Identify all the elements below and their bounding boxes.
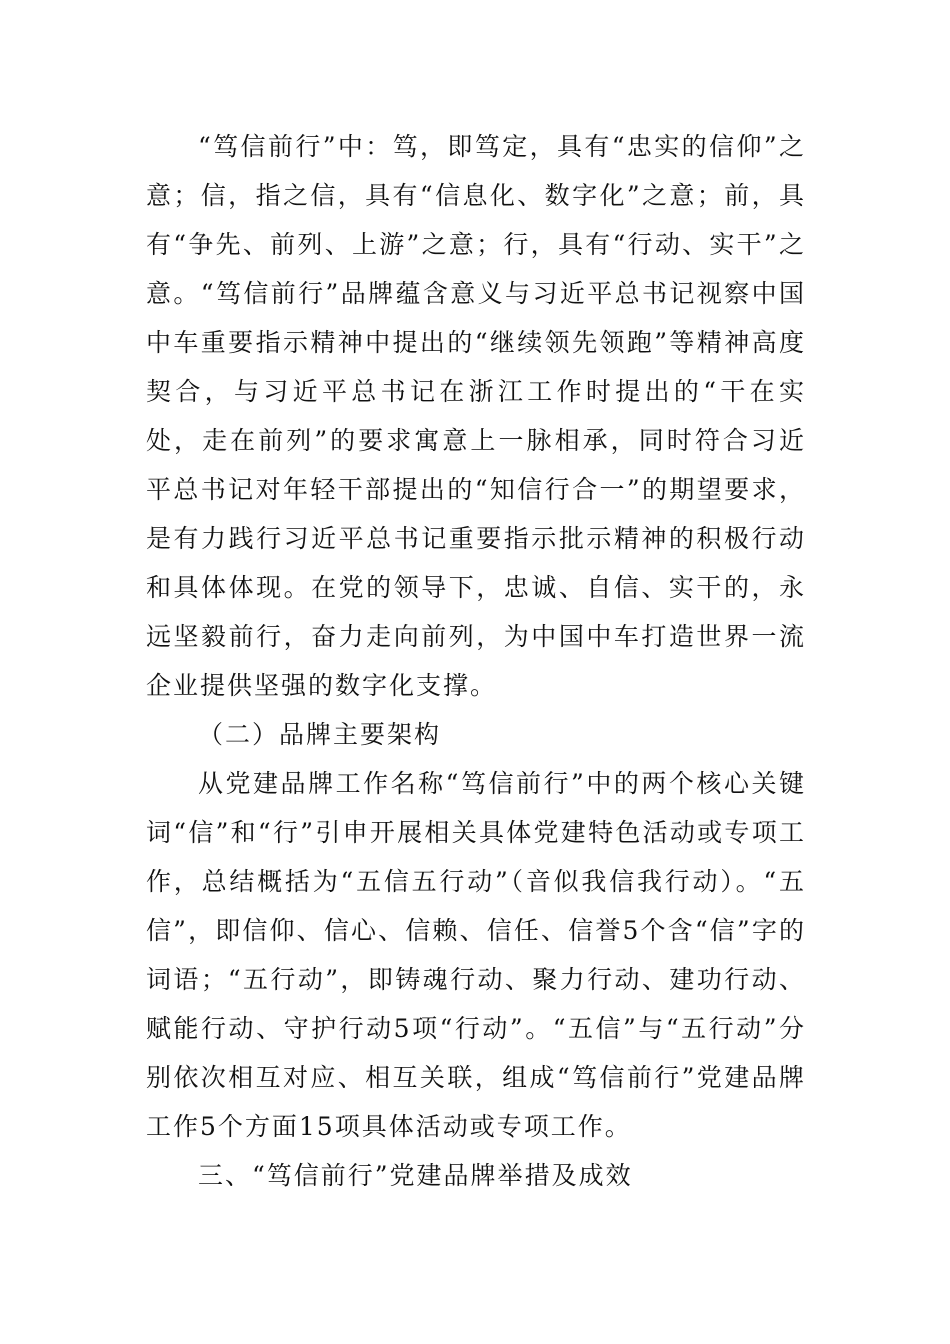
subheading-brand-structure: （二）品牌主要架构 <box>198 720 442 749</box>
document-body <box>146 122 806 1200</box>
paragraph-brand-structure: 从党建品牌工作名称“笃信前行”中的两个核心关键词“信”和“行”引申开展相关具体党建特色活动或专项工作，总结概括为“五信五行动”（音似我信我行动）。“五信”，即信仰、信心、信赖、信任、信誉5个含“信”字的词语；“五行动”，即铸魂行动、聚力行动、建功行动、赋能行动、守护行动5项“行动”。“五信”与“五行动”分别依次相互对应、相互关联，组成“笃信前行”党建品牌工作5个方面15项具体活动或专项工作。 <box>146 769 806 1141</box>
paragraph-brand-meaning: “笃信前行”中：笃，即笃定，具有“忠实的信仰”之意；信，指之信，具有“信息化、数字化”之意；前，具有“争先、前列、上游”之意；行，具有“行动、实干”之意。“笃信前行”品牌蕴含意义与习近平总书记视察中国中车重要指示精神中提出的“继续领先领跑”等精神高度契合，与习近平总书记在浙江工作时提出的“干在实处，走在前列”的要求寓意上一脉相承，同时符合习近平总书记对年轻干部提出的“知信行合一”的期望要求，是有力践行习近平总书记重要指示批示精神的积极行动和具体体现。在党的领导下，忠诚、自信、实干的，永远坚毅前行，奋力走向前列，为中国中车打造世界一流企业提供坚强的数字化支撑。 <box>146 132 806 700</box>
section-heading-measures: 三、“笃信前行”党建品牌举措及成效 <box>198 1161 633 1190</box>
